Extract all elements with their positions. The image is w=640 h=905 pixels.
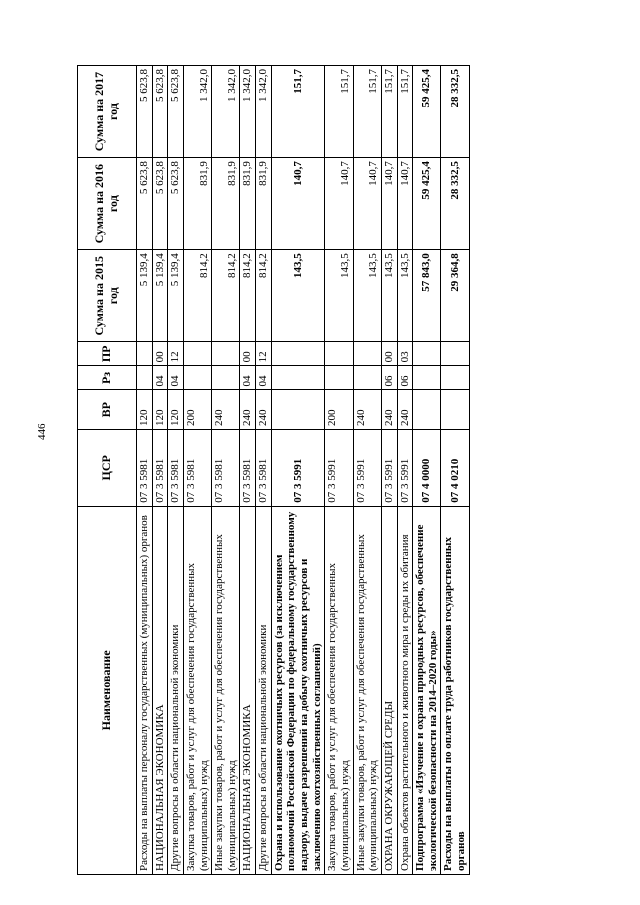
header-name: Наименование bbox=[78, 506, 137, 874]
cell-sum-2016: 831,9 bbox=[183, 158, 211, 250]
cell-sum-2015: 814,2 bbox=[256, 250, 272, 342]
cell-sum-2017: 1 342,0 bbox=[256, 66, 272, 158]
cell-pr bbox=[325, 342, 353, 366]
rotated-page bbox=[77, 65, 604, 875]
cell-vr: 240 bbox=[381, 390, 397, 429]
cell-csr: 07 3 5981 bbox=[137, 429, 153, 506]
cell-csr: 07 3 5991 bbox=[353, 429, 381, 506]
cell-vr: 120 bbox=[137, 390, 153, 429]
cell-csr: 07 3 5991 bbox=[397, 429, 413, 506]
cell-sum-2016: 140,7 bbox=[353, 158, 381, 250]
cell-csr: 07 3 5991 bbox=[325, 429, 353, 506]
cell-name: Закупка товаров, работ и услуг для обеспечения государственных (муниципальных) нужд bbox=[183, 506, 211, 874]
cell-rz bbox=[271, 366, 325, 390]
header-rz: Рз bbox=[78, 366, 137, 390]
cell-rz: 04 bbox=[152, 366, 168, 390]
cell-csr: 07 3 5991 bbox=[381, 429, 397, 506]
cell-sum-2017: 5 623,8 bbox=[137, 66, 153, 158]
cell-csr: 07 4 0210 bbox=[441, 429, 469, 506]
table-row bbox=[381, 66, 397, 875]
cell-rz bbox=[441, 366, 469, 390]
cell-pr bbox=[137, 342, 153, 366]
header-csr: ЦСР bbox=[78, 429, 137, 506]
cell-pr: 00 bbox=[152, 342, 168, 366]
header-pr: ПР bbox=[78, 342, 137, 366]
cell-rz: 04 bbox=[256, 366, 272, 390]
cell-rz bbox=[212, 366, 240, 390]
cell-rz: 04 bbox=[240, 366, 256, 390]
header-row bbox=[78, 66, 137, 875]
cell-rz: 06 bbox=[381, 366, 397, 390]
header-sum-2015: Сумма на 2015 год bbox=[78, 250, 137, 342]
cell-csr: 07 4 0000 bbox=[413, 429, 441, 506]
table-row bbox=[325, 66, 353, 875]
cell-name: Охрана объектов растительного и животного мира и среды их обитания bbox=[397, 506, 413, 874]
cell-sum-2016: 28 332,5 bbox=[441, 158, 469, 250]
cell-name: Другие вопросы в области национальной экономики bbox=[256, 506, 272, 874]
header-sum-2017: Сумма на 2017 год bbox=[78, 66, 137, 158]
page-number: 446 bbox=[36, 423, 48, 440]
cell-vr: 200 bbox=[325, 390, 353, 429]
table-row bbox=[397, 66, 413, 875]
cell-sum-2015: 29 364,8 bbox=[441, 250, 469, 342]
cell-sum-2015: 5 139,4 bbox=[168, 250, 184, 342]
cell-vr bbox=[441, 390, 469, 429]
cell-sum-2016: 5 623,8 bbox=[137, 158, 153, 250]
cell-name: ОХРАНА ОКРУЖАЮЩЕЙ СРЕДЫ bbox=[381, 506, 397, 874]
cell-sum-2017: 151,7 bbox=[271, 66, 325, 158]
cell-sum-2016: 831,9 bbox=[256, 158, 272, 250]
cell-csr: 07 3 5981 bbox=[168, 429, 184, 506]
cell-pr bbox=[183, 342, 211, 366]
cell-pr: 00 bbox=[381, 342, 397, 366]
table-row bbox=[168, 66, 184, 875]
table-row bbox=[413, 66, 441, 875]
cell-sum-2016: 831,9 bbox=[240, 158, 256, 250]
cell-sum-2017: 1 342,0 bbox=[183, 66, 211, 158]
cell-sum-2017: 1 342,0 bbox=[240, 66, 256, 158]
cell-rz bbox=[137, 366, 153, 390]
cell-sum-2017: 151,7 bbox=[397, 66, 413, 158]
header-sum-2016: Сумма на 2016 год bbox=[78, 158, 137, 250]
cell-name: Иные закупки товаров, работ и услуг для обеспечения государственных (муниципальных) нужд bbox=[353, 506, 381, 874]
cell-vr: 240 bbox=[256, 390, 272, 429]
cell-sum-2017: 5 623,8 bbox=[152, 66, 168, 158]
cell-name: Охрана и использование охотничьих ресурсов (за исключением полномочий Российской Федерации по федеральному государственному надзору, выдаче разрешений на добычу охотничьих ресурсов и заключению охотхозяйственных соглашений) bbox=[271, 506, 325, 874]
cell-sum-2015: 143,5 bbox=[353, 250, 381, 342]
cell-pr bbox=[413, 342, 441, 366]
cell-vr: 200 bbox=[183, 390, 211, 429]
cell-name: НАЦИОНАЛЬНАЯ ЭКОНОМИКА bbox=[240, 506, 256, 874]
cell-sum-2017: 151,7 bbox=[325, 66, 353, 158]
cell-pr: 03 bbox=[397, 342, 413, 366]
cell-sum-2015: 814,2 bbox=[240, 250, 256, 342]
cell-sum-2017: 5 623,8 bbox=[168, 66, 184, 158]
table-row bbox=[183, 66, 211, 875]
cell-sum-2015: 143,5 bbox=[271, 250, 325, 342]
table-row bbox=[271, 66, 325, 875]
cell-rz bbox=[353, 366, 381, 390]
cell-sum-2015: 5 139,4 bbox=[152, 250, 168, 342]
cell-rz: 06 bbox=[397, 366, 413, 390]
cell-pr: 12 bbox=[168, 342, 184, 366]
cell-sum-2016: 59 425,4 bbox=[413, 158, 441, 250]
cell-csr: 07 3 5981 bbox=[240, 429, 256, 506]
cell-sum-2015: 814,2 bbox=[212, 250, 240, 342]
cell-rz bbox=[413, 366, 441, 390]
cell-sum-2015: 143,5 bbox=[325, 250, 353, 342]
table-row bbox=[353, 66, 381, 875]
cell-pr: 12 bbox=[256, 342, 272, 366]
table-row bbox=[256, 66, 272, 875]
table-row bbox=[152, 66, 168, 875]
cell-sum-2017: 1 342,0 bbox=[212, 66, 240, 158]
cell-sum-2015: 814,2 bbox=[183, 250, 211, 342]
cell-vr: 240 bbox=[353, 390, 381, 429]
cell-vr: 120 bbox=[152, 390, 168, 429]
cell-vr: 240 bbox=[240, 390, 256, 429]
cell-pr bbox=[271, 342, 325, 366]
cell-sum-2015: 57 843,0 bbox=[413, 250, 441, 342]
cell-sum-2016: 140,7 bbox=[381, 158, 397, 250]
cell-sum-2016: 140,7 bbox=[271, 158, 325, 250]
cell-vr: 240 bbox=[397, 390, 413, 429]
table-row bbox=[212, 66, 240, 875]
cell-rz bbox=[325, 366, 353, 390]
cell-vr: 240 bbox=[212, 390, 240, 429]
cell-name: Подпрограмма «Изучение и охрана природных ресурсов, обеспечение экологической безопасности на 2014–2020 годы» bbox=[413, 506, 441, 874]
cell-vr bbox=[413, 390, 441, 429]
cell-pr bbox=[212, 342, 240, 366]
cell-name: Иные закупки товаров, работ и услуг для обеспечения государственных (муниципальных) нужд bbox=[212, 506, 240, 874]
table-row bbox=[137, 66, 153, 875]
budget-table bbox=[77, 65, 470, 875]
cell-rz: 04 bbox=[168, 366, 184, 390]
cell-sum-2016: 140,7 bbox=[397, 158, 413, 250]
cell-sum-2017: 59 425,4 bbox=[413, 66, 441, 158]
cell-pr bbox=[353, 342, 381, 366]
cell-sum-2015: 143,5 bbox=[381, 250, 397, 342]
cell-csr: 07 3 5981 bbox=[183, 429, 211, 506]
cell-sum-2015: 5 139,4 bbox=[137, 250, 153, 342]
cell-csr: 07 3 5981 bbox=[256, 429, 272, 506]
cell-sum-2016: 5 623,8 bbox=[168, 158, 184, 250]
cell-csr: 07 3 5981 bbox=[212, 429, 240, 506]
cell-name: Закупка товаров, работ и услуг для обеспечения государственных (муниципальных) нужд bbox=[325, 506, 353, 874]
cell-pr: 00 bbox=[240, 342, 256, 366]
cell-sum-2016: 831,9 bbox=[212, 158, 240, 250]
cell-vr bbox=[271, 390, 325, 429]
cell-name: Расходы на выплаты по оплате труда работников государственных органов bbox=[441, 506, 469, 874]
cell-name: НАЦИОНАЛЬНАЯ ЭКОНОМИКА bbox=[152, 506, 168, 874]
cell-pr bbox=[441, 342, 469, 366]
cell-sum-2017: 151,7 bbox=[381, 66, 397, 158]
table-row bbox=[441, 66, 469, 875]
table-row bbox=[240, 66, 256, 875]
cell-sum-2017: 28 332,5 bbox=[441, 66, 469, 158]
cell-vr: 120 bbox=[168, 390, 184, 429]
cell-name: Другие вопросы в области национальной экономики bbox=[168, 506, 184, 874]
cell-csr: 07 3 5981 bbox=[152, 429, 168, 506]
cell-sum-2016: 5 623,8 bbox=[152, 158, 168, 250]
cell-sum-2016: 140,7 bbox=[325, 158, 353, 250]
cell-sum-2015: 143,5 bbox=[397, 250, 413, 342]
cell-rz bbox=[183, 366, 211, 390]
cell-name: Расходы на выплаты персоналу государственных (муниципальных) органов bbox=[137, 506, 153, 874]
header-vr: ВР bbox=[78, 390, 137, 429]
cell-sum-2017: 151,7 bbox=[353, 66, 381, 158]
cell-csr: 07 3 5991 bbox=[271, 429, 325, 506]
